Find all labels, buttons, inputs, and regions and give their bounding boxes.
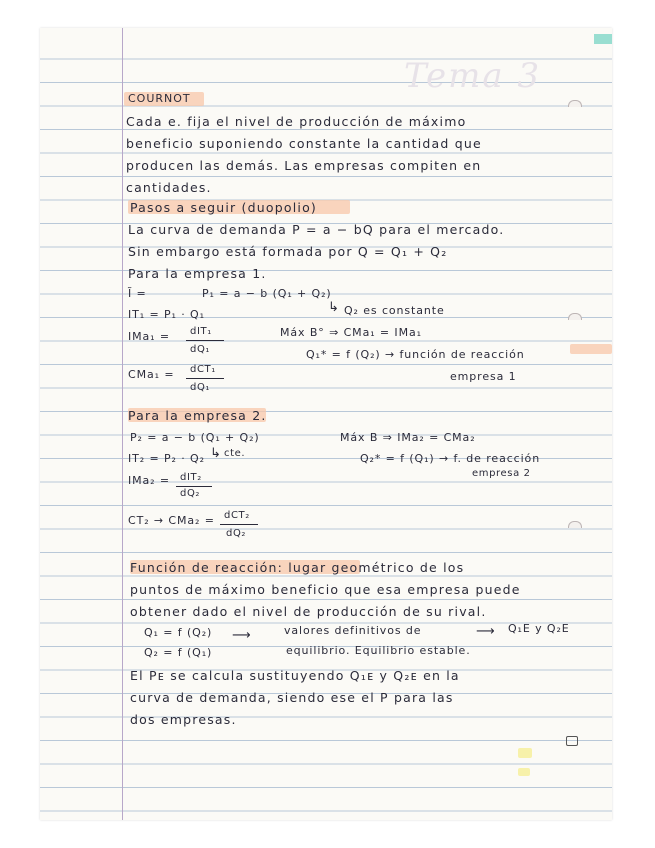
intro-line: cantidades.: [126, 180, 212, 195]
arrow-icon: ⟶: [232, 628, 251, 643]
heading: COURNOT: [128, 92, 191, 105]
equilibrium-quantities: Q₁E y Q₂E: [508, 622, 570, 635]
yellow-mark: [518, 768, 530, 776]
firm2-reaction-sub: empresa 2: [472, 468, 531, 479]
fraction-line: [220, 524, 258, 525]
q2-constant: Q₂ es constante: [344, 304, 445, 317]
reaction-line: obtener dado el nivel de producción de su rival.: [130, 604, 487, 619]
firm2-cte: cte.: [224, 448, 246, 459]
binder-hole: [568, 313, 582, 320]
firm2-img-den: dQ₂: [180, 488, 201, 499]
firm2-ct-den: dQ₂: [226, 528, 247, 539]
page-tab-marker: [594, 34, 612, 44]
fraction-line: [186, 340, 224, 341]
arrow-icon: ⟶: [476, 624, 495, 639]
demand-sum-line: Sin embargo está formada por Q = Q₁ + Q₂: [128, 244, 448, 259]
pe-line: curva de demanda, siendo ese el P para las: [130, 690, 454, 705]
firm1-title: Para la empresa 1.: [128, 266, 267, 281]
firm1-price-eq: P₁ = a − b (Q₁ + Q₂): [202, 287, 332, 300]
firm2-title: Para la empresa 2.: [128, 408, 267, 423]
pe-line: El Pᴇ se calcula sustituyendo Q₁ᴇ y Q₂ᴇ en la: [130, 668, 460, 683]
fraction-line: [176, 486, 212, 487]
firm1-img-left: IMa₁ =: [128, 330, 170, 343]
steps-title: Pasos a seguir (duopolio): [130, 200, 317, 215]
yellow-mark: [518, 748, 532, 758]
side-highlight: [570, 344, 612, 354]
firm1-reaction: Q₁* = f (Q₂) → función de reacción: [306, 348, 525, 361]
firm2-img-num: dIT₂: [180, 472, 202, 483]
reaction-line: Función de reacción: lugar geométrico de los: [130, 560, 465, 575]
firm2-img-left: IMa₂ =: [128, 474, 170, 487]
firm1-img-num: dIT₁: [190, 326, 212, 337]
firm1-max-b: Máx B° ⇒ CMa₁ = IMa₁: [280, 326, 422, 339]
firm2-reaction: Q₂* = f (Q₁) → f. de reacción: [360, 452, 541, 465]
firm2-ct-left: CT₂ → CMa₂ =: [128, 514, 215, 527]
arrow-icon: ↳: [328, 300, 339, 315]
reaction-eq2: Q₂ = f (Q₁): [144, 646, 213, 659]
definitive-values: valores definitivos de: [284, 624, 422, 637]
firm1-cma-num: dCT₁: [190, 364, 216, 375]
margin-line: [122, 28, 123, 820]
firm2-total-revenue: IT₂ = P₂ · Q₂: [128, 452, 205, 465]
pe-line: dos empresas.: [130, 712, 237, 727]
firm1-cma-den: dQ₁: [190, 382, 211, 393]
doodle-icon: [566, 736, 578, 746]
notebook-page: [40, 28, 612, 820]
firm1-img-den: dQ₁: [190, 344, 211, 355]
stable-equilibrium: equilibrio. Equilibrio estable.: [286, 644, 471, 657]
firm1-cma-left: CMa₁ =: [128, 368, 175, 381]
firm2-max-b: Máx B ⇒ IMa₂ = CMa₂: [340, 431, 476, 444]
intro-line: Cada e. fija el nivel de producción de máximo: [126, 114, 467, 129]
firm2-price-eq: P₂ = a − b (Q₁ + Q₂): [130, 431, 260, 444]
reaction-eq1: Q₁ = f (Q₂): [144, 626, 213, 639]
fraction-line: [186, 378, 224, 379]
intro-line: beneficio suponiendo constante la cantidad que: [126, 136, 482, 151]
firm2-ct-num: dCT₂: [224, 510, 250, 521]
intro-line: producen las demás. Las empresas compiten en: [126, 158, 482, 173]
firm1-total-revenue: IT₁ = P₁ · Q₁: [128, 308, 205, 321]
binder-hole: [568, 521, 582, 528]
binder-hole: [568, 100, 582, 107]
ghost-title: Tema 3: [404, 56, 542, 96]
reaction-line: puntos de máximo beneficio que esa empresa puede: [130, 582, 521, 597]
firm1-reaction-sub: empresa 1: [450, 370, 517, 383]
arrow-icon: ↳: [210, 446, 221, 461]
demand-line: La curva de demanda P = a − bQ para el mercado.: [128, 222, 505, 237]
price-label: Ĩ =: [128, 287, 147, 300]
